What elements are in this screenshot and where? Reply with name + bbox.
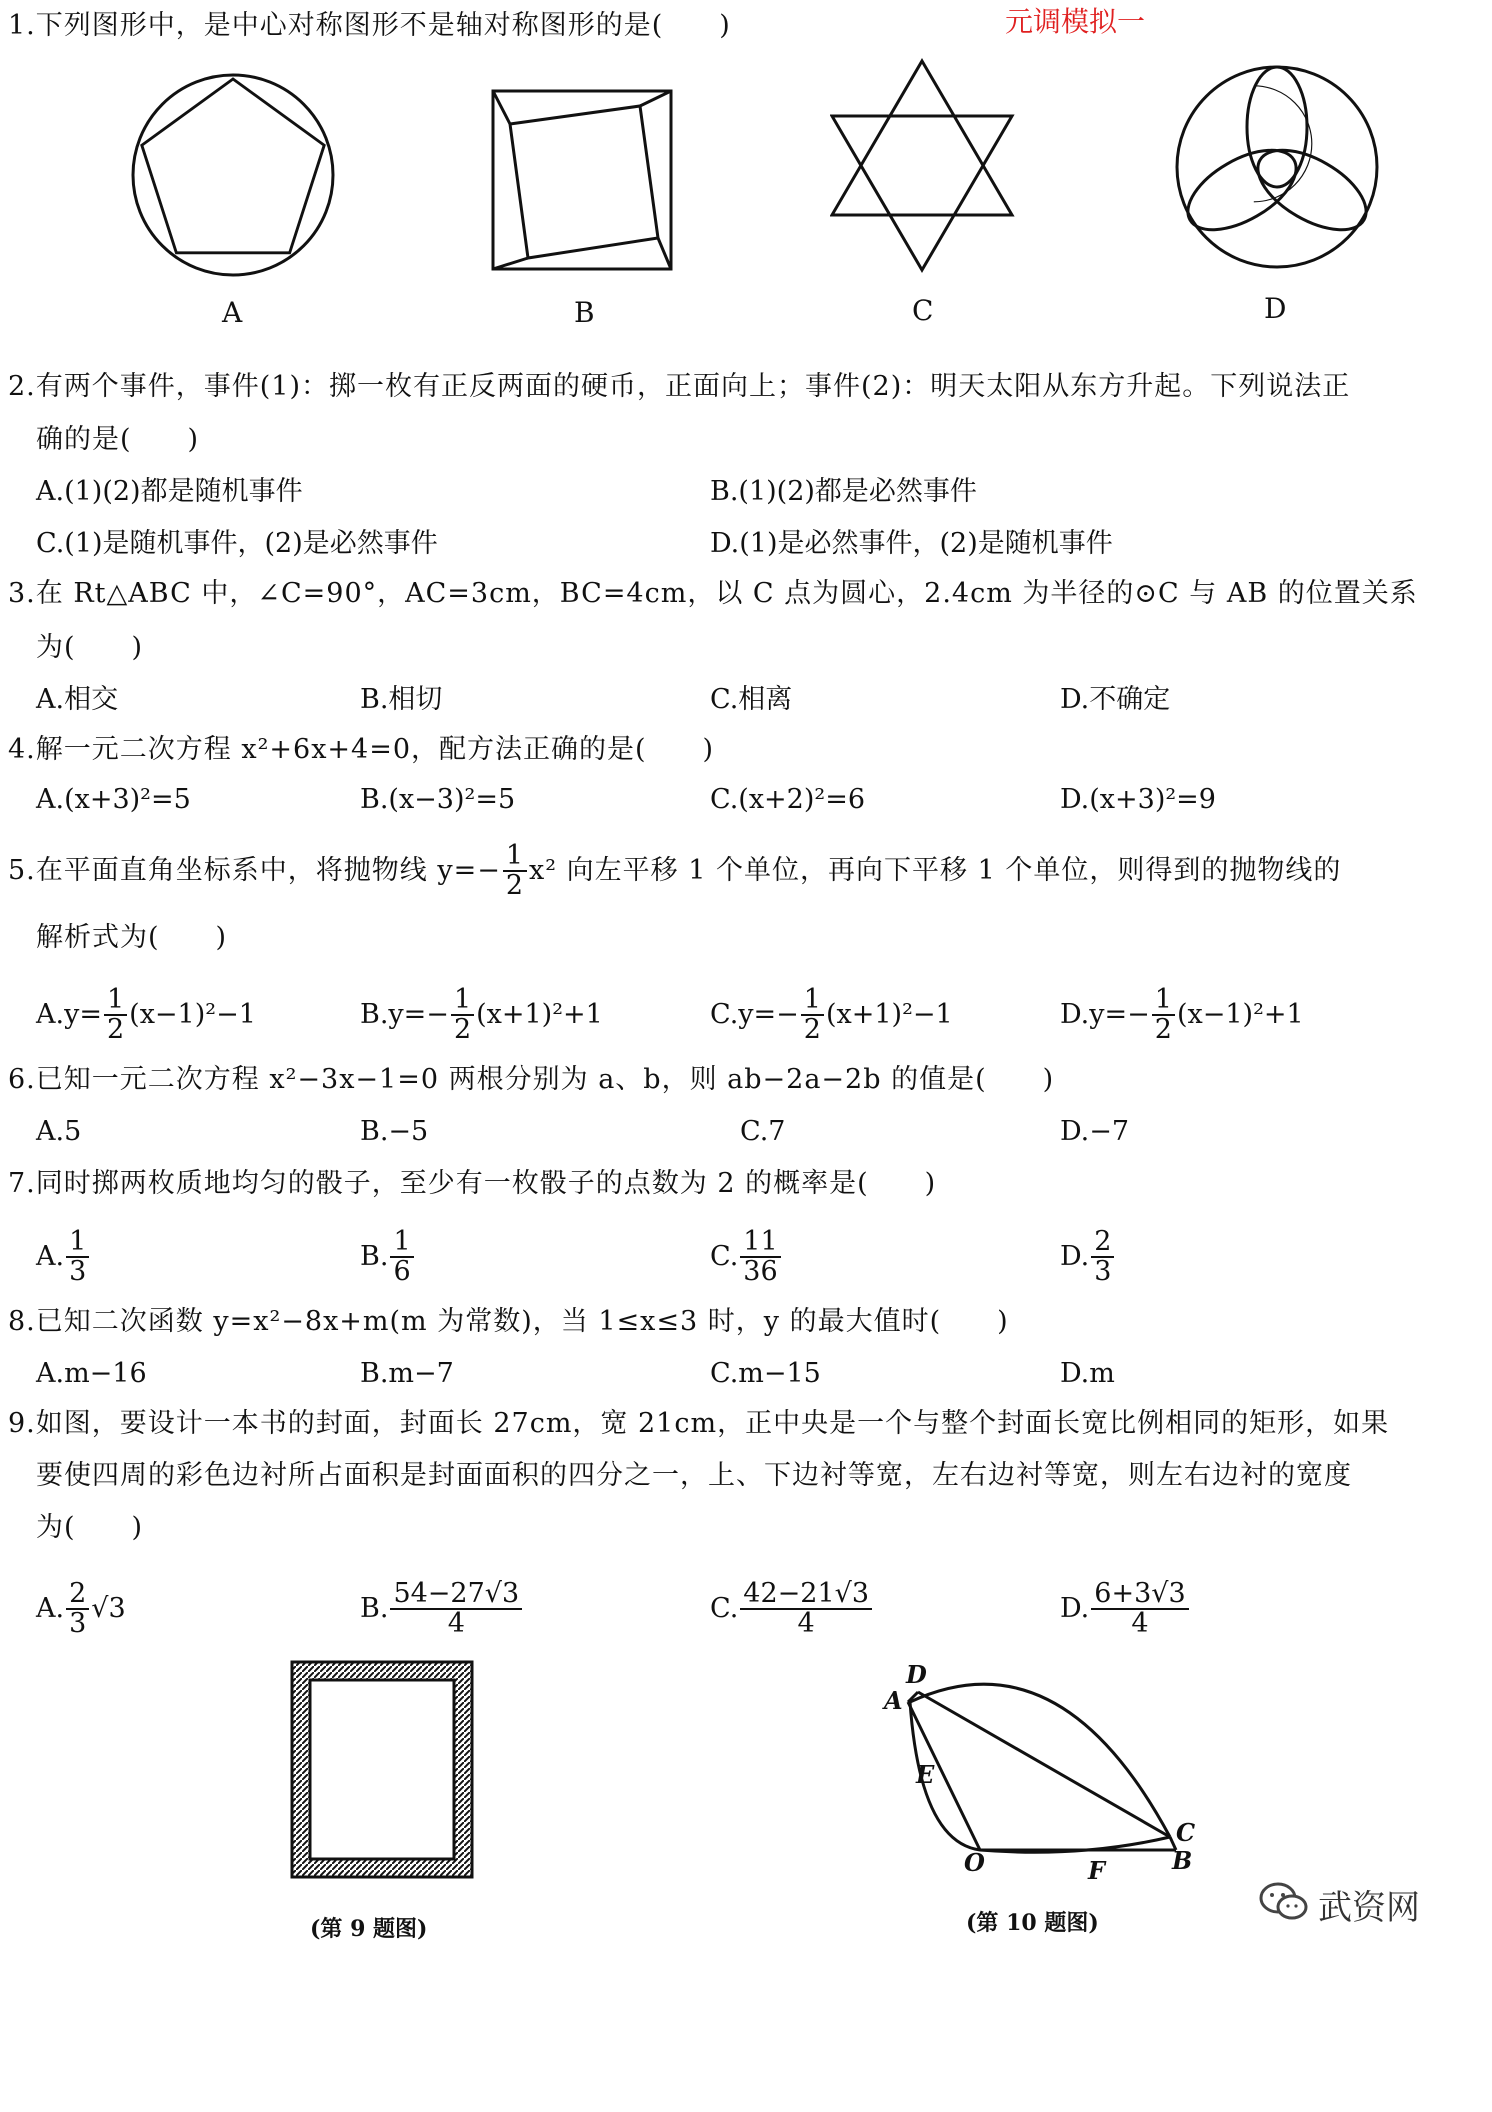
q5-option-b-num: 1 <box>451 986 474 1016</box>
q9-stem-line1: 9.如图，要设计一本书的封面，封面长 27cm，宽 21cm，正中央是一个与整个封面长宽比例相同的矩形，如果 <box>8 1408 1390 1439</box>
q6-option-c: C.7 <box>740 1116 786 1147</box>
fig10-point-d: D <box>906 1660 927 1689</box>
q8-option-a: A.m−16 <box>36 1358 147 1389</box>
wechat-icon <box>1258 1880 1310 1924</box>
q4-option-a: A.(x+3)²=5 <box>36 784 191 815</box>
q2-option-c: C.(1)是随机事件，(2)是必然事件 <box>36 528 438 559</box>
q1-figure-c <box>830 58 1015 273</box>
q5-option-a-num: 1 <box>104 986 127 1016</box>
watermark-text: 武资网 <box>1318 1888 1420 1928</box>
figure-9-book-cover <box>290 1660 475 1880</box>
q9-stem-line2: 要使四周的彩色边衬所占面积是封面面积的四分之一，上、下边衬等宽，左右边衬等宽，则左右边衬的宽度 <box>36 1460 1352 1491</box>
q7-option-a-num: 1 <box>66 1228 89 1258</box>
exam-tag: 元调模拟一 <box>1005 5 1146 38</box>
q5-option-d-pre: D.y=− <box>1060 998 1150 1030</box>
q5-option-b <box>360 986 603 1045</box>
q7-option-b <box>360 1228 416 1287</box>
q5-option-c-den: 2 <box>803 1014 821 1046</box>
q5-option-d-den: 2 <box>1154 1014 1172 1046</box>
q9-option-d-num: 6+3√3 <box>1091 1580 1188 1610</box>
q1-label-d: D <box>1264 292 1287 325</box>
q6-option-a: A.5 <box>36 1116 82 1147</box>
q9-option-b <box>360 1580 524 1639</box>
q9-option-d-fraction <box>1091 1580 1188 1639</box>
figure-9-caption: (第 9 题图) <box>310 1916 428 1942</box>
q4-option-b: B.(x−3)²=5 <box>360 784 516 815</box>
fig10-point-a: A <box>884 1686 903 1715</box>
q7-option-c-num: 11 <box>740 1228 780 1258</box>
q9-option-a-pre: A. <box>36 1592 65 1624</box>
q6-option-d: D.−7 <box>1060 1116 1130 1147</box>
q5-option-d-fraction <box>1152 986 1175 1045</box>
figure-10-caption: (第 10 题图) <box>966 1910 1099 1936</box>
q9-option-a-post: √3 <box>91 1592 126 1624</box>
q7-option-c-den: 36 <box>743 1256 778 1288</box>
q5-option-a-fraction <box>104 986 127 1045</box>
q9-option-c-fraction <box>740 1580 872 1639</box>
q6-stem: 6.已知一元二次方程 x²−3x−1=0 两根分别为 a、b，则 ab−2a−2b 的值是( ) <box>8 1064 1055 1095</box>
q7-option-c <box>710 1228 783 1287</box>
q5-option-c-post: (x+1)²−1 <box>825 998 953 1030</box>
q5-option-a-pre: A.y= <box>36 998 102 1030</box>
q7-option-a-pre: A. <box>36 1240 65 1272</box>
q7-option-d <box>1060 1228 1116 1287</box>
q2-option-d: D.(1)是必然事件，(2)是随机事件 <box>710 528 1113 559</box>
q3-option-d: D.不确定 <box>1060 684 1171 715</box>
q9-option-a-den: 3 <box>69 1608 87 1640</box>
q1-figure-a <box>128 70 338 280</box>
q4-stem: 4.解一元二次方程 x²+6x+4=0，配方法正确的是( ) <box>8 734 715 765</box>
q7-option-d-pre: D. <box>1060 1240 1090 1272</box>
q7-option-c-fraction <box>740 1228 780 1287</box>
q5-stem-line2: 解析式为( ) <box>36 922 228 953</box>
q7-option-a-fraction <box>66 1228 89 1287</box>
q5-option-c-pre: C.y=− <box>710 998 799 1030</box>
q7-option-b-num: 1 <box>390 1228 413 1258</box>
q5-option-b-pre: B.y=− <box>360 998 449 1030</box>
q9-stem-line3: 为( ) <box>36 1512 144 1543</box>
q7-option-b-pre: B. <box>360 1240 389 1272</box>
q5-option-c <box>710 986 953 1045</box>
q2-option-b: B.(1)(2)都是必然事件 <box>710 476 977 507</box>
q5-stem-fraction <box>503 842 527 901</box>
q5-option-d-post: (x−1)²+1 <box>1176 998 1304 1030</box>
q9-option-a-num: 2 <box>66 1580 89 1610</box>
q7-option-c-pre: C. <box>710 1240 739 1272</box>
q5-option-b-post: (x+1)²+1 <box>476 998 603 1030</box>
q7-option-d-fraction <box>1091 1228 1114 1287</box>
fig10-point-o: O <box>964 1848 985 1877</box>
fig10-point-b: B <box>1172 1846 1193 1875</box>
q3-stem-line2: 为( ) <box>36 632 144 663</box>
q1-label-a: A <box>222 296 243 329</box>
q5-stem-pre: 5.在平面直角坐标系中，将抛物线 y=− <box>8 854 501 886</box>
q1-figure-d <box>1172 62 1382 272</box>
q9-option-b-fraction <box>390 1580 522 1639</box>
q9-option-c-pre: C. <box>710 1592 739 1624</box>
q9-option-b-den: 4 <box>447 1608 465 1640</box>
fig10-point-e: E <box>916 1760 935 1789</box>
q4-option-c: C.(x+2)²=6 <box>710 784 865 815</box>
q8-stem: 8.已知二次函数 y=x²−8x+m(m 为常数)，当 1≤x≤3 时，y 的最大值时( ) <box>8 1306 1009 1337</box>
q9-option-d-pre: D. <box>1060 1592 1090 1624</box>
q9-option-c <box>710 1580 874 1639</box>
q3-option-c: C.相离 <box>710 684 793 715</box>
q9-option-c-den: 4 <box>797 1608 815 1640</box>
q9-option-a <box>36 1580 126 1639</box>
q3-option-a: A.相交 <box>36 684 119 715</box>
q2-stem-line2: 确的是( ) <box>36 424 200 455</box>
q6-option-b: B.−5 <box>360 1116 429 1147</box>
q3-stem-line1: 3.在 Rt△ABC 中，∠C=90°，AC=3cm，BC=4cm，以 C 点为圆心，2.4cm 为半径的⊙C 与 AB 的位置关系 <box>8 578 1418 609</box>
q9-option-a-fraction <box>66 1580 89 1639</box>
q2-stem-line1: 2.有两个事件，事件(1)：掷一枚有正反两面的硬币，正面向上；事件(2)：明天太阳从东方升起。下列说法正 <box>8 371 1351 402</box>
q7-option-a-den: 3 <box>69 1256 87 1288</box>
q7-option-b-fraction <box>390 1228 413 1287</box>
fig10-point-f: F <box>1088 1856 1106 1885</box>
q8-option-b: B.m−7 <box>360 1358 454 1389</box>
q2-option-a: A.(1)(2)都是随机事件 <box>36 476 303 507</box>
q5-stem-line1 <box>8 842 1341 901</box>
q7-stem: 7.同时掷两枚质地均匀的骰子，至少有一枚骰子的点数为 2 的概率是( ) <box>8 1168 937 1199</box>
q9-option-b-pre: B. <box>360 1592 389 1624</box>
q5-stem-frac-den: 2 <box>505 870 525 902</box>
q5-option-a-den: 2 <box>106 1014 125 1046</box>
q5-option-d <box>1060 986 1304 1045</box>
q9-option-d-den: 4 <box>1131 1608 1149 1640</box>
q1-label-c: C <box>912 294 934 327</box>
q5-option-b-den: 2 <box>453 1014 472 1046</box>
q3-option-b: B.相切 <box>360 684 443 715</box>
q5-option-c-fraction <box>801 986 824 1045</box>
q7-option-d-num: 2 <box>1091 1228 1114 1258</box>
q1-figure-b <box>490 88 675 273</box>
q5-option-d-num: 1 <box>1152 986 1175 1016</box>
q7-option-d-den: 3 <box>1094 1256 1112 1288</box>
q8-option-c: C.m−15 <box>710 1358 821 1389</box>
q5-option-b-fraction <box>451 986 474 1045</box>
fig10-point-c: C <box>1176 1818 1196 1847</box>
q5-stem-frac-num: 1 <box>503 842 527 872</box>
q5-option-a-post: (x−1)²−1 <box>129 998 256 1030</box>
q9-option-b-num: 54−27√3 <box>390 1580 522 1610</box>
q9-option-d <box>1060 1580 1191 1639</box>
q1-label-b: B <box>574 296 595 329</box>
q7-option-a <box>36 1228 91 1287</box>
q5-stem-post: x² 向左平移 1 个单位，再向下平移 1 个单位，则得到的抛物线的 <box>529 854 1342 886</box>
q5-option-c-num: 1 <box>801 986 824 1016</box>
q7-option-b-den: 6 <box>393 1256 411 1288</box>
q8-option-d: D.m <box>1060 1358 1115 1389</box>
q1-stem: 1.下列图形中，是中心对称图形不是轴对称图形的是( ) <box>8 10 731 41</box>
q4-option-d: D.(x+3)²=9 <box>1060 784 1216 815</box>
q5-option-a <box>36 986 256 1045</box>
q9-option-c-num: 42−21√3 <box>740 1580 872 1610</box>
